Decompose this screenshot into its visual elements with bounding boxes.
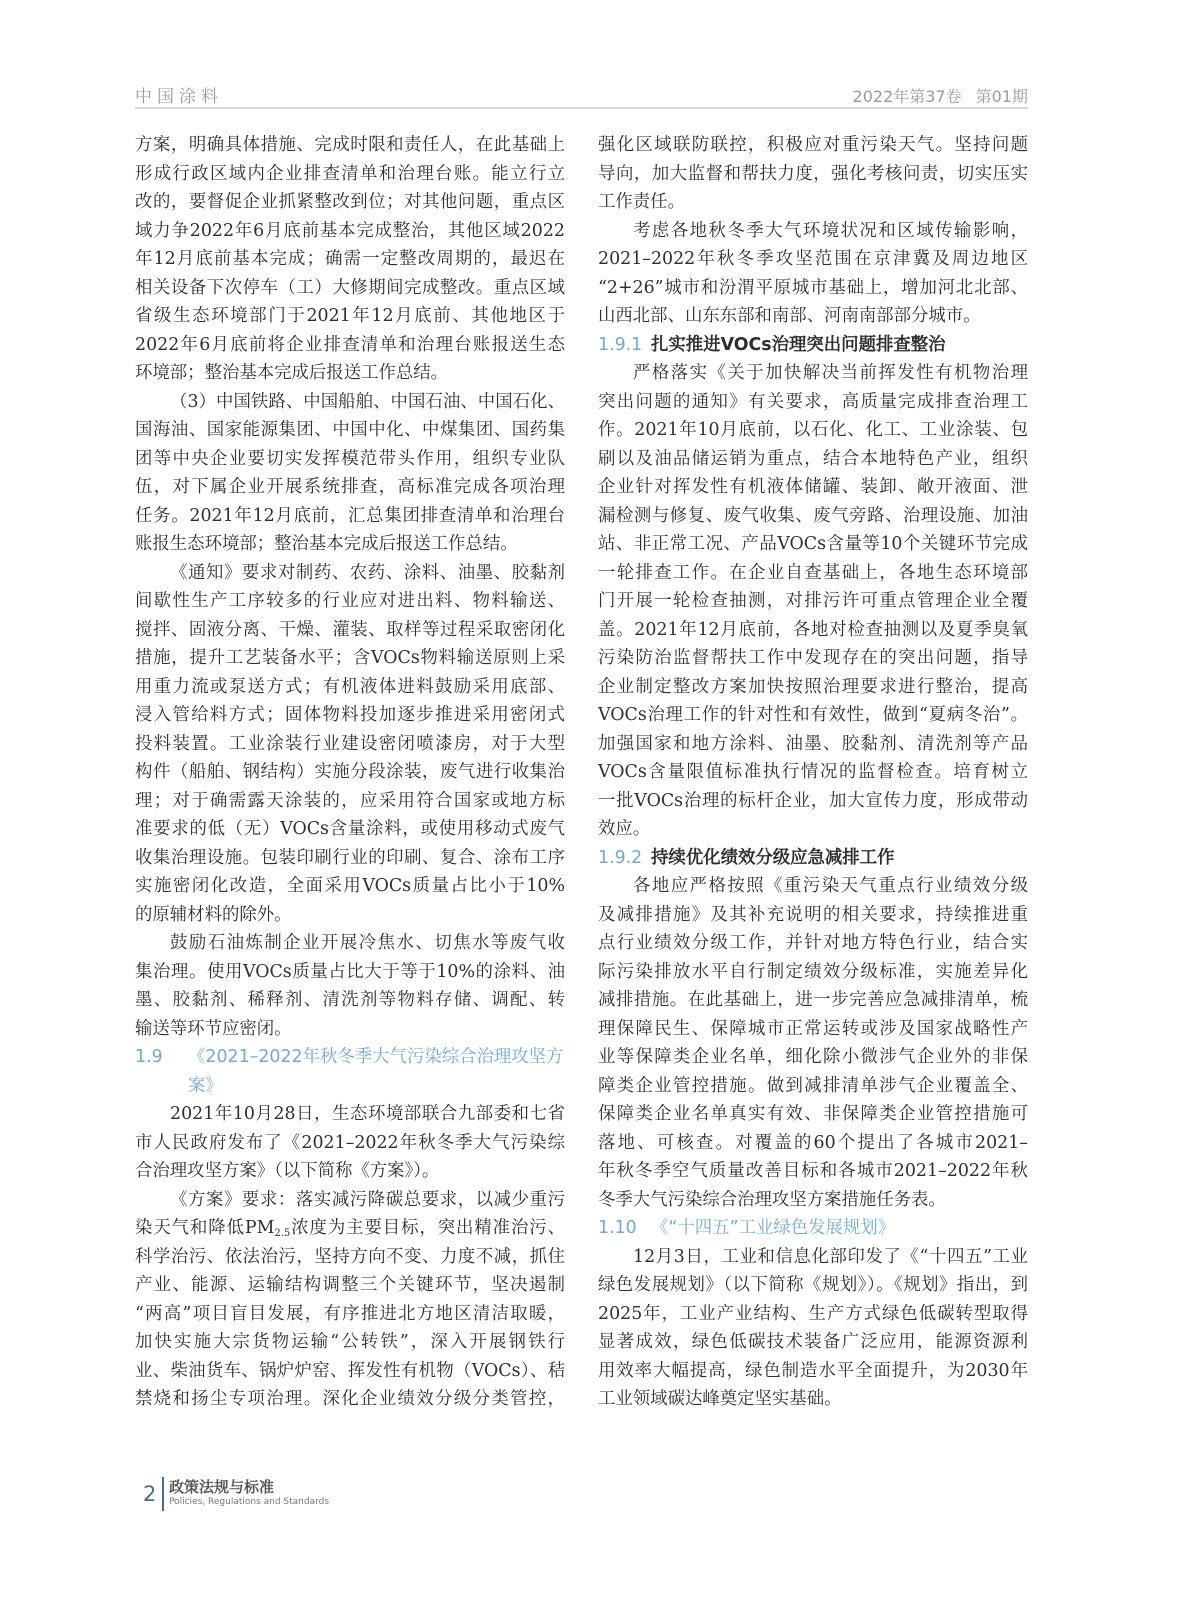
text-line: 禁烧和扬尘专项治理。深化企业绩效分级分类管控，: [135, 1389, 565, 1409]
text-line: 用效率大幅提高，绿色制造水平全面提升，为2030年: [598, 1360, 1028, 1381]
text-line: 环境部；整治基本完成后报送工作总结。: [135, 363, 449, 383]
text-line: 《通知》要求对制药、农药、涂料、油墨、胶黏剂: [170, 562, 565, 583]
text-line: 2022年6月底前将企业排查清单和治理台账报送生态: [135, 334, 565, 355]
issue-info: [839, 84, 1028, 107]
text-line: 省级生态环境部门于2021年12月底前、其他地区于: [135, 306, 565, 326]
text-line: 2021–2022年秋冬季攻坚范围在京津冀及周边地区: [598, 249, 1028, 269]
text-line: 企业针对挥发性有机液体储罐、装卸、敞开液面、泄: [598, 477, 1028, 497]
text-line: 落地、可核查。对覆盖的60个提出了各城市2021–: [598, 1132, 1028, 1153]
text-line: 用重力流或泵送方式；有机液体进料鼓励采用底部、: [135, 676, 565, 697]
text-line: “两高”项目盲目发展，有序推进北方地区清洁取暖，: [135, 1303, 565, 1324]
text-line: 准要求的低（无）VOCs含量涂料，或使用移动式废气: [135, 819, 565, 839]
text-line: 各地应严格按照《重污染天气重点行业绩效分级: [633, 876, 1028, 896]
page-number: 2: [143, 1482, 157, 1506]
text-line: （3）中国铁路、中国船舶、中国石油、中国石化、: [170, 391, 565, 412]
section-heading: [598, 844, 1028, 873]
heading-line: [135, 1043, 565, 1072]
text-line: 突出问题的通知》有关要求，高质量完成排查治理工: [598, 391, 1028, 412]
text-line: 加强国家和地方涂料、油墨、胶黏剂、清洗剂等产品: [598, 733, 1028, 754]
text-line: 企业制定整改方案加快按照治理要求进行整治，提高: [598, 676, 1028, 697]
text-line: 及减排措施》及其补充说明的相关要求，持续推进重: [598, 904, 1028, 925]
paragraph: [598, 872, 1028, 1214]
section-title: 持续优化绩效分级应急减排工作: [651, 847, 895, 868]
text-line: 山西北部、山东东部和南部、河南南部部分城市。: [598, 306, 981, 326]
text-line: VOCs治理工作的针对性和有效性，做到“夏病冬治”。: [598, 705, 1028, 725]
text-line: 际污染排放水平自行制定绩效分级标准，实施差异化: [598, 961, 1028, 982]
section-number: 1.9.2: [598, 847, 643, 868]
left-column: [135, 131, 565, 1414]
section-number: 1.9: [135, 1047, 163, 1067]
text-line: 显著成效，绿色低碳技术装备广泛应用，能源资源利: [598, 1332, 1028, 1352]
text-line: 《方案》要求：落实减污降碳总要求，以减少重污: [170, 1189, 565, 1210]
text-line: “2+26”城市和汾渭平原城市基础上，增加河北北部、: [598, 277, 1028, 298]
text-line: 收集治理设施。包装印刷行业的印刷、复合、涂布工序: [135, 847, 565, 868]
section-heading: [598, 331, 1028, 360]
section-title: 《“十四五”工业绿色发展规划》: [651, 1218, 896, 1238]
text-line: 绿色发展规划》（以下简称《规划》）。《规划》指出，到: [598, 1275, 1028, 1295]
text-line: VOCs含量限值标准执行情况的监督检查。培育树立: [598, 762, 1028, 782]
section-number: 1.10: [598, 1218, 637, 1238]
paragraph: [135, 131, 565, 388]
paragraph: [135, 1186, 565, 1414]
text-line: 方案，明确具体措施、完成时限和责任人，在此基础上: [135, 135, 565, 155]
text-line: 强化区域联防联控，积极应对重污染天气。坚持问题: [598, 135, 1028, 155]
text-line: 理；对于确需露天涂装的，应采用符合国家或地方标: [135, 790, 565, 811]
text-line: 相关设备下次停车（工）大修期间完成整改。重点区域: [135, 277, 565, 298]
text-line: 投料装置。工业涂装行业建设密闭喷漆房，对于大型: [135, 733, 565, 754]
text-line: 团等中央企业要切实发挥模范带头作用，组织专业队: [135, 448, 565, 469]
text-line: 构件（船舶、钢结构）实施分段涂装，废气进行收集治: [135, 762, 565, 782]
paragraph: [135, 559, 565, 930]
text-line: 措施，提升工艺装备水平；含VOCs物料输送原则上采: [135, 648, 565, 668]
text-line: 一批VOCs治理的标杆企业，加大宣传力度，形成带动: [598, 790, 1028, 811]
paragraph: [598, 131, 1028, 217]
footer-divider: [162, 1477, 164, 1511]
text-line: 市人民政府发布了《2021–2022年秋冬季大气污染综: [135, 1132, 565, 1153]
text-line: 门开展一轮检查抽测，对排污许可重点管理企业全覆: [598, 591, 1028, 611]
issue-number: 第01期: [975, 87, 1028, 106]
subscript: 2.5: [274, 1228, 291, 1239]
text-line: 工业领域碳达峰奠定坚实基础。: [598, 1389, 842, 1409]
section-title: 案》: [188, 1075, 223, 1096]
text-line: 站、非正常工况、产品VOCs含量等10个关键环节完成: [598, 534, 1028, 554]
paragraph: [135, 929, 565, 1043]
text-line: 理保障民生、保障城市正常运转或涉及国家战略性产: [598, 1018, 1028, 1039]
text-line: 2021年10月28日，生态环境部联合九部委和七省: [170, 1104, 565, 1124]
section-number: 1.9.1: [598, 334, 643, 355]
text-line: 搅拌、固液分离、干燥、灌装、取样等过程采取密闭化: [135, 619, 565, 640]
text-line: 导向，加大监督和帮扶力度，强化考核问责，切实压实: [598, 163, 1028, 184]
text-line: 改的，要督促企业抓紧整改到位；对其他问题，重点区: [135, 192, 565, 212]
text-line: 2025年，工业产业结构、生产方式绿色低碳转型取得: [598, 1303, 1028, 1324]
text-line: 合治理攻坚方案》（以下简称《方案》）。: [135, 1161, 440, 1181]
section-title-cn: 政策法规与标准: [169, 1478, 275, 1496]
section-title-en: Policies, Regulations and Standards: [169, 1497, 330, 1507]
text-line: 账报生态环境部；整治基本完成后报送工作总结。: [135, 534, 518, 554]
text-line: 工作责任。: [598, 192, 685, 212]
text-line: 保障类企业名单真实有效、非保障类企业管控措施可: [598, 1104, 1028, 1124]
heading-line: [598, 331, 1028, 360]
text-line: 鼓励石油炼制企业开展冷焦水、切焦水等废气收: [170, 933, 565, 953]
text-line: 年秋冬季空气质量改善目标和各城市2021–2022年秋: [598, 1161, 1028, 1181]
text-line: 年12月底前基本完成；确需一定整改周期的，最迟在: [135, 249, 565, 269]
text-line: 盖。2021年12月底前，各地对检查抽测以及夏季臭氧: [598, 619, 1028, 640]
section-title: 《2021–2022年秋冬季大气污染综合治理攻坚方: [188, 1047, 564, 1067]
text-line: 业等保障类企业名单，细化除小微涉气企业外的非保: [598, 1047, 1028, 1067]
text-line: 浸入管给料方式；固体物料投加逐步推进采用密闭式: [135, 705, 565, 725]
text-line: 严格落实《关于加快解决当前挥发性有机物治理: [633, 363, 1028, 383]
text-line: 12月3日，工业和信息化部印发了《“十四五”工业: [633, 1246, 1028, 1267]
text-line: 冬季大气污染综合治理攻坚方案措施任务表。: [598, 1189, 946, 1210]
text-line: 集治理。使用VOCs质量占比大于等于10%的涂料、油: [135, 961, 565, 982]
section-heading: [598, 1214, 1028, 1243]
text-line: 点行业绩效分级工作，并针对地方特色行业，结合实: [598, 933, 1028, 953]
text-line: 产业、能源、运输结构调整三个关键环节，坚决遏制: [135, 1275, 565, 1295]
text-line: 作。2021年10月底前，以石化、化工、工业涂装、包: [598, 420, 1028, 440]
text-line: 国海油、国家能源集团、中国中化、中煤集团、国药集: [135, 420, 565, 440]
text-segment: 染天气和降低PM: [135, 1218, 275, 1238]
text-line: 实施密闭化改造，全面采用VOCs质量占比小于10%: [135, 876, 565, 896]
heading-line: [598, 844, 1028, 873]
paragraph: [598, 217, 1028, 331]
text-line: 的原辅材料的除外。: [135, 904, 292, 925]
text-line: 减排措施。在此基础上，进一步完善应急减排清单，梳: [598, 990, 1028, 1010]
text-line: 效应。: [598, 819, 651, 839]
text-line: 一轮排查工作。在企业自查基础上，各地生态环境部: [598, 562, 1028, 583]
text-line: 刷以及油品储运销为重点，结合本地特色产业，组织: [598, 448, 1028, 469]
text-line: 伍，对下属企业开展系统排查，高标准完成各项治理: [135, 477, 565, 497]
text-line: 域力争2022年6月底前基本完成整治，其他区域2022: [135, 220, 565, 241]
heading-line: [598, 1214, 1028, 1243]
journal-name: 中国涂料: [135, 87, 223, 107]
paragraph: [135, 1100, 565, 1186]
text-line: 污染防治监督帮扶工作中发现存在的突出问题，指导: [598, 648, 1028, 668]
right-column: [598, 131, 1028, 1414]
paragraph: [135, 388, 565, 559]
text-line: [135, 1214, 565, 1243]
paragraph: [598, 359, 1028, 844]
text-line: 业、柴油货车、锅炉炉窑、挥发性有机物（VOCs）、秸: [135, 1360, 565, 1381]
year-volume: 2022年第37卷: [852, 87, 962, 106]
text-line: 考虑各地秋冬季大气环境状况和区域传输影响，: [633, 220, 1028, 241]
header-rule: [135, 107, 1028, 109]
heading-line: [135, 1072, 565, 1101]
section-title: 扎实推进VOCs治理突出问题排查整治: [651, 334, 946, 355]
text-line: 障类企业管控措施。做到减排清单涉气企业覆盖全、: [598, 1075, 1028, 1096]
text-segment: 浓度为主要目标，突出精准治污、: [290, 1218, 565, 1238]
text-line: 加快实施大宗货物运输“公转铁”，深入开展钢铁行: [135, 1332, 565, 1352]
paragraph: [598, 1243, 1028, 1414]
text-line: 墨、胶黏剂、稀释剂、清洗剂等物料存储、调配、转: [135, 990, 565, 1010]
text-line: 输送等环节应密闭。: [135, 1018, 292, 1039]
text-line: 任务。2021年12月底前，汇总集团排查清单和治理台: [135, 505, 565, 526]
text-line: 漏检测与修复、废气收集、废气旁路、治理设施、加油: [598, 505, 1028, 526]
text-line: 间歇性生产工序较多的行业应对进出料、物料输送、: [135, 591, 565, 611]
text-line: 形成行政区域内企业排查清单和治理台账。能立行立: [135, 163, 565, 184]
text-line: 科学治污、依法治污，坚持方向不变、力度不减，抓住: [135, 1246, 565, 1267]
section-heading: [135, 1043, 565, 1100]
